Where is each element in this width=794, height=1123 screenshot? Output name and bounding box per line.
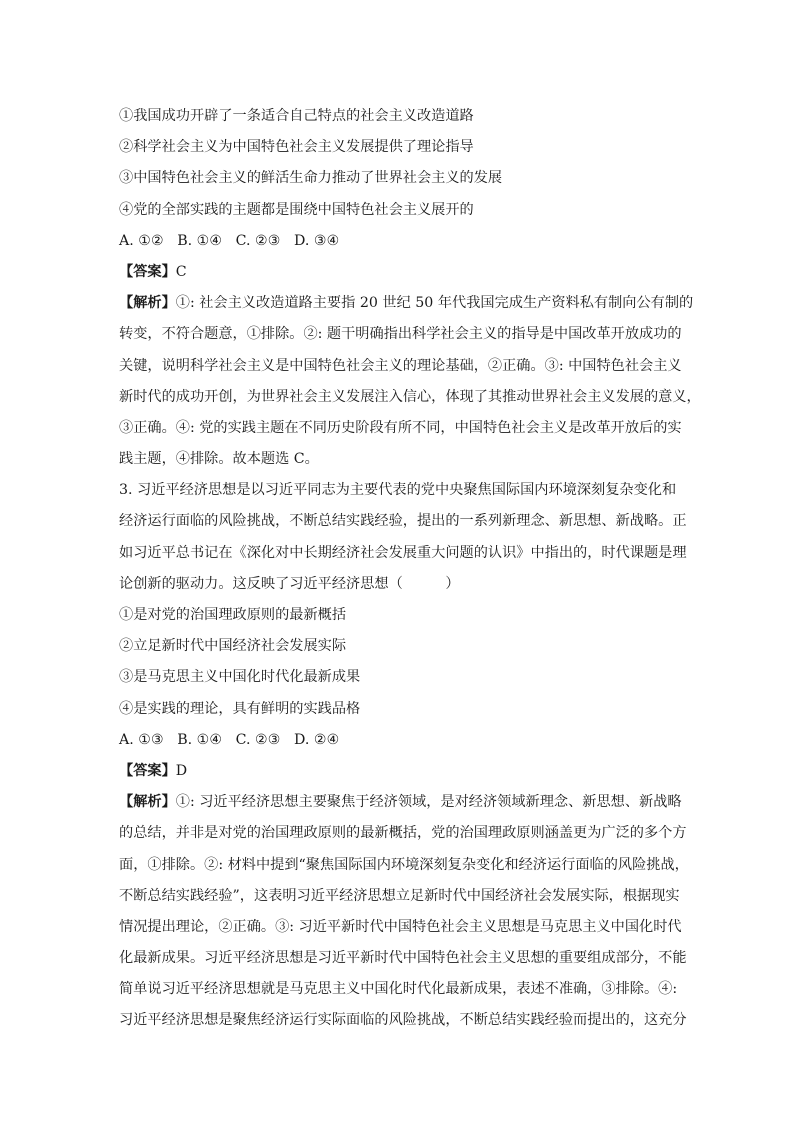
q2-analysis-label: 【解析】 <box>119 295 176 312</box>
q2-option-2: ②科学社会主义为中国特色社会主义发展提供了理论指导 <box>119 139 474 156</box>
q2-answer <box>119 257 679 288</box>
q3-analysis-line-2: 的总结，并非是对党的治国理政原则的最新概括，党的治国理政原则涵盖更为广泛的多个方 <box>119 825 687 842</box>
q3-stem-line-2: 经济运行面临的风险挑战，不断总结实践经验，提出的一系列新理念、新思想、新战略。正 <box>119 513 687 530</box>
q2-analysis-line-6: 践主题，④排除。故本题选 C。 <box>119 451 319 468</box>
q2-analysis-line-2: 转变，不符合题意，①排除。②: 题干明确指出科学社会主义的指导是中国改革开放成功的 <box>119 326 682 343</box>
q2-choices: A. ①② B. ①④ C. ②③ D. ③④ <box>119 232 340 249</box>
q2-analysis-text-1: ①: 社会主义改造道路主要指 20 世纪 50 年代我国完成生产资料私有制向公有制的 <box>175 295 694 312</box>
q3-stem-line-3: 如习近平总书记在《深化对中长期经济社会发展重大问题的认识》中指出的，时代课题是理 <box>119 544 687 561</box>
q3-analysis-line-4: 不断总结实践经验”，这表明习近平经济思想立足新时代中国经济社会发展实际，根据现实 <box>119 887 680 904</box>
q2-analysis-line-5: ③正确。④: 党的实践主题在不同历史阶段有所不同，中国特色社会主义是改革开放后的实 <box>119 419 682 436</box>
q2-option-3: ③中国特色社会主义的鲜活生命力推动了世界社会主义的发展 <box>119 170 503 187</box>
q3-analysis-line-7: 简单说习近平经济思想就是马克思主义中国化时代化最新成果，表述不准确，③排除。④: <box>119 981 678 998</box>
q2-analysis-line-4: 新时代的成功开创，为世界社会主义发展注入信心，体现了其推动世界社会主义发展的意义， <box>119 388 701 405</box>
q3-option-4: ④是实践的理论，具有鲜明的实践品格 <box>119 700 361 717</box>
q3-analysis-line-5: 情况提出理论，②正确。③: 习近平新时代中国特色社会主义思想是马克思主义中国化时代 <box>119 918 682 935</box>
q3-stem-line-4: 论创新的驱动力。这反映了习近平经济思想（ ） <box>119 575 460 592</box>
q2-option-1: ①我国成功开辟了一条适合自己特点的社会主义改造道路 <box>119 108 474 124</box>
q3-analysis-line-3: 面，①排除。②: 材料中提到“聚焦国际国内环境深刻复杂变化和经济运行面临的风险挑战， <box>119 856 689 873</box>
q2-answer-value: C <box>175 263 187 280</box>
q3-answer <box>119 756 679 787</box>
q3-analysis-line-6: 化最新成果。习近平经济思想是习近平新时代中国特色社会主义思想的重要组成部分，不能 <box>119 950 687 967</box>
q3-answer-label: 【答案】 <box>119 762 176 779</box>
q3-analysis-text-1: ①: 习近平经济思想主要聚焦于经济领域，是对经济领域新理念、新思想、新战略 <box>175 794 682 811</box>
q2-analysis-line-3: 关键，说明科学社会主义是中国特色社会主义的理论基础，②正确。③: 中国特色社会主义 <box>119 357 682 374</box>
q3-stem-line-1: 3. 习近平经济思想是以习近平同志为主要代表的党中央聚焦国际国内环境深刻复杂变化和 <box>119 482 677 499</box>
q3-option-3: ③是马克思主义中国化时代化最新成果 <box>119 669 361 686</box>
document-body <box>119 101 701 1037</box>
q3-analysis-line-1 <box>119 787 682 818</box>
q2-analysis-line-1 <box>119 288 694 319</box>
q3-analysis-label: 【解析】 <box>119 794 176 811</box>
q3-option-2: ②立足新时代中国经济社会发展实际 <box>119 638 347 655</box>
q3-option-1: ①是对党的治国理政原则的最新概括 <box>119 607 347 623</box>
q3-answer-value: D <box>175 762 188 779</box>
q2-option-4: ④党的全部实践的主题都是围绕中国特色社会主义展开的 <box>119 201 474 218</box>
q2-answer-label: 【答案】 <box>119 263 176 280</box>
q3-analysis-line-8: 习近平经济思想是聚焦经济运行实际面临的风险挑战，不断总结实践经验而提出的，这充分 <box>119 1012 687 1029</box>
q3-choices: A. ①③ B. ①④ C. ②③ D. ②④ <box>119 731 340 748</box>
